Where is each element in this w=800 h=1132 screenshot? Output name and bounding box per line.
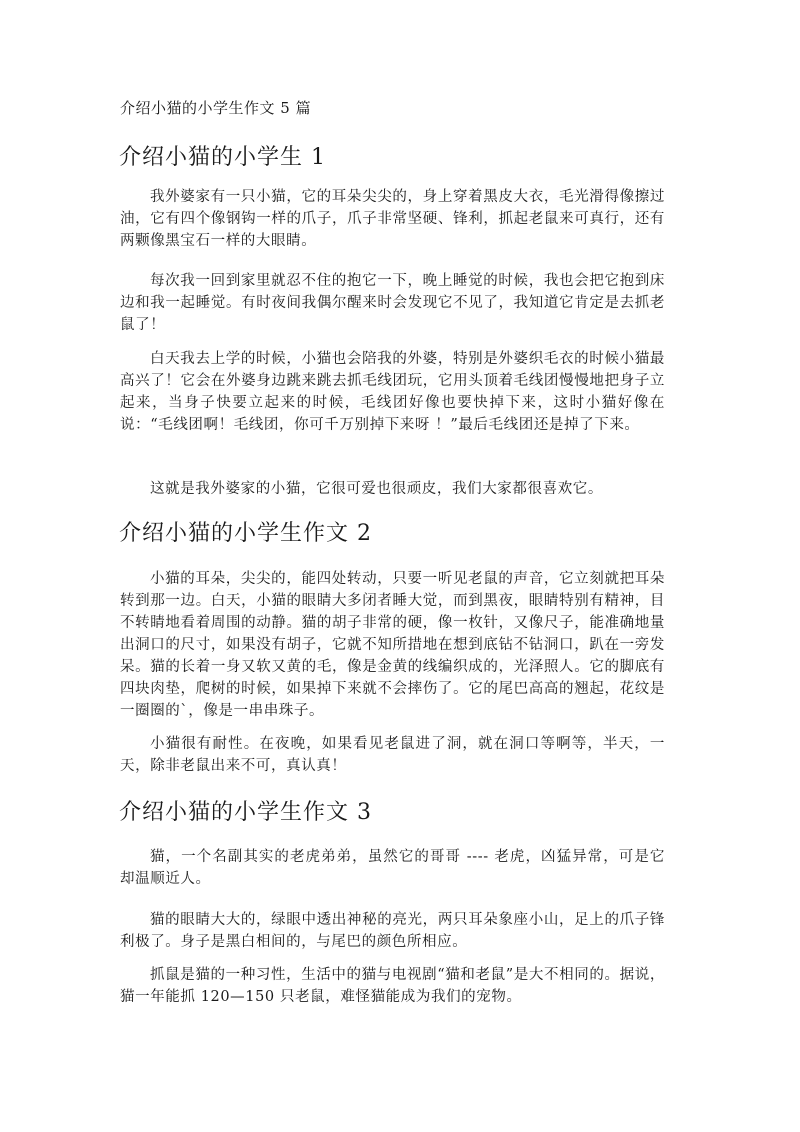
paragraph-1-1: 我外婆家有一只小猫，它的耳朵尖尖的，身上穿着黑皮大衣，毛光滑得像擦过油，它有四个像钢钩一样的爪子，爪子非常坚硬、锋利，抓起老鼠来可真行，还有两颗像黑宝石一样的大眼睛。 (120, 189, 665, 249)
paragraph-1-2: 每次我一回到家里就忍不住的抱它一下，晚上睡觉的时候，我也会把它抱到床边和我一起睡觉。有时夜间我偶尔醒来时会发现它不见了，我知道它肯定是去抓老鼠了！ (120, 273, 665, 333)
paragraph-3-2: 猫的眼睛大大的，绿眼中透出神秘的亮光，两只耳朵象座小山，足上的爪子锋利极了。身子是黑白相间的，与尾巴的颜色所相应。 (120, 912, 665, 950)
document-title: 介绍小猫的小学生作文 5 篇 (120, 99, 312, 117)
paragraph-3-1: 猫，一个名副其实的老虎弟弟，虽然它的哥哥 ---- 老虎，凶猛异常，可是它却温顺近人。 (120, 849, 665, 887)
paragraph-2-2: 小猫很有耐性。在夜晚，如果看见老鼠进了洞，就在洞口等啊等，半天，一天，除非老鼠出来不可，真认真！ (120, 736, 665, 774)
paragraph-1-4: 这就是我外婆家的小猫，它很可爱也很顽皮，我们大家都很喜欢它。 (150, 481, 603, 497)
section-heading-3: 介绍小猫的小学生作文 3 (119, 800, 372, 825)
paragraph-3-3: 抓鼠是猫的一种习性，生活中的猫与电视剧“猫和老鼠”是大不相同的。据说，猫一年能抓 120—150 只老鼠，难怪猫能成为我们的宠物。 (120, 967, 665, 1005)
paragraph-2-1: 小猫的耳朵，尖尖的，能四处转动，只要一听见老鼠的声音，它立刻就把耳朵转到那一边。白天，小猫的眼睛大多闭者睡大觉，而到黑夜，眼睛特别有精神，目不转睛地看着周围的动静。猫的胡子非常的硬，像一枚针，又像尺子，能准确地量出洞口的尺寸，如果没有胡子，它就不知所措地在想到底钻不钻洞口，趴在一旁发呆。猫的长着一身又软又黄的毛，像是金黄的线编织成的，光泽照人。它的脚底有四块肉垫，爬树的时候，如果掉下来就不会摔伤了。它的尾巴高高的翘起，花纹是一圈圈的`，像是一串串珠子。 (120, 571, 665, 719)
paragraph-1-3: 白天我去上学的时候，小猫也会陪我的外婆，特别是外婆织毛衣的时候小猫最高兴了！它会在外婆身边跳来跳去抓毛线团玩，它用头顶着毛线团慢慢地把身子立起来，当身子快要立起来的时候，毛线团好像也要快掉下来，这时小猫好像在说：“毛线团啊！毛线团，你可千万别掉下来呀 ！”最后毛线团还是掉了下来。 (120, 351, 665, 433)
section-heading-2: 介绍小猫的小学生作文 2 (119, 521, 372, 546)
section-heading-1: 介绍小猫的小学生 1 (119, 145, 326, 170)
